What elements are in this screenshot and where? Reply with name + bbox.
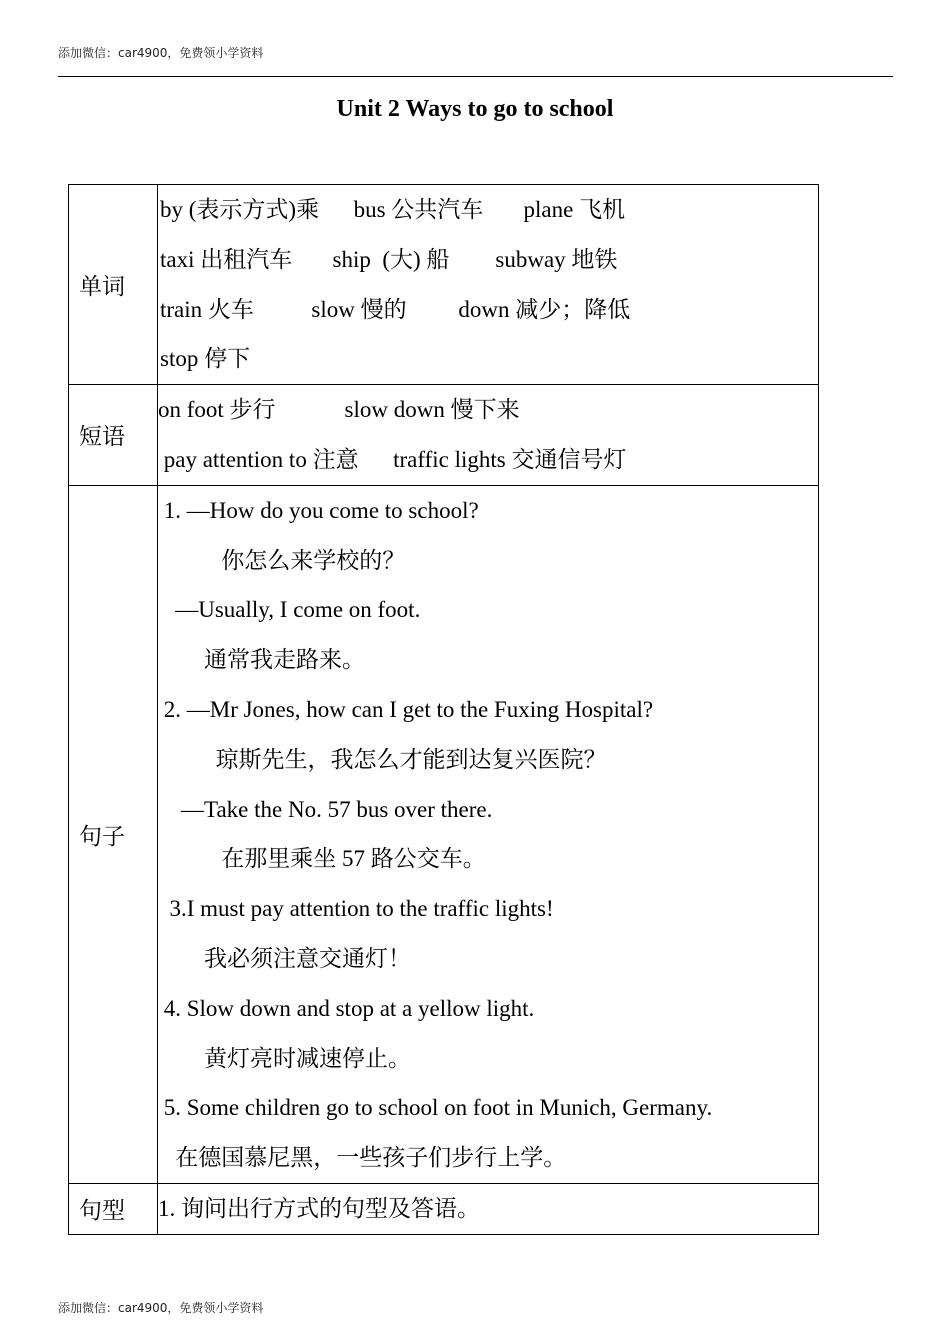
list-item: —Take the No. 57 bus over there. <box>158 796 493 822</box>
list-item: pay attention to 注意 traffic lights 交通信号灯 <box>158 446 627 472</box>
table-row-patterns <box>69 1183 819 1234</box>
list-item: 3.I must pay attention to the traffic lights! <box>158 896 554 922</box>
list-item: 琼斯先生，我怎么才能到达复兴医院？ <box>158 746 607 772</box>
row-label-words: 单词 <box>69 185 158 385</box>
list-item: 5. Some children go to school on foot in Munich, Germany. <box>158 1095 713 1121</box>
phrases-cell <box>158 385 819 486</box>
list-item: on foot 步行 slow down 慢下来 <box>158 397 520 423</box>
list-item: stop 停下 <box>160 346 251 372</box>
list-item: 1. 询问出行方式的句型及答语。 <box>158 1195 480 1221</box>
list-item: taxi 出租汽车 ship (大) 船 subway 地铁 <box>160 246 618 272</box>
table-row-sentences <box>69 485 819 1183</box>
table-row-phrases <box>69 385 819 486</box>
sentences-cell <box>158 485 819 1183</box>
list-item: 4. Slow down and stop at a yellow light. <box>158 995 535 1021</box>
list-item: 黄灯亮时减速停止。 <box>158 1045 411 1071</box>
words-cell <box>158 185 819 385</box>
list-item: 在那里乘坐 57 路公交车。 <box>158 846 486 872</box>
list-item: by (表示方式)乘 bus 公共汽车 plane 飞机 <box>160 197 626 222</box>
row-label-phrases: 短语 <box>69 385 158 486</box>
list-item: —Usually, I come on foot. <box>158 597 421 623</box>
row-label-sentences: 句子 <box>69 485 158 1183</box>
list-item: 你怎么来学校的？ <box>158 547 406 573</box>
vocabulary-table <box>68 184 819 1235</box>
list-item: 我必须注意交通灯！ <box>158 945 411 971</box>
patterns-cell <box>158 1183 819 1234</box>
list-item: 1. —How do you come to school? <box>158 497 479 523</box>
list-item: train 火车 slow 慢的 down 减少；降低 <box>160 296 631 322</box>
list-item: 2. —Mr Jones, how can I get to the Fuxing Hospital? <box>158 696 654 722</box>
table-row-words <box>69 185 819 385</box>
list-item: 通常我走路来。 <box>158 647 365 673</box>
footer-note: 添加微信：car4900，免费领小学资料 <box>58 1301 264 1315</box>
header-divider <box>58 76 893 77</box>
header-note: 添加微信：car4900，免费领小学资料 <box>58 46 264 60</box>
row-label-patterns: 句型 <box>69 1183 158 1234</box>
page-title: Unit 2 Ways to go to school <box>336 96 614 122</box>
list-item: 在德国慕尼黑，一些孩子们步行上学。 <box>158 1145 567 1171</box>
